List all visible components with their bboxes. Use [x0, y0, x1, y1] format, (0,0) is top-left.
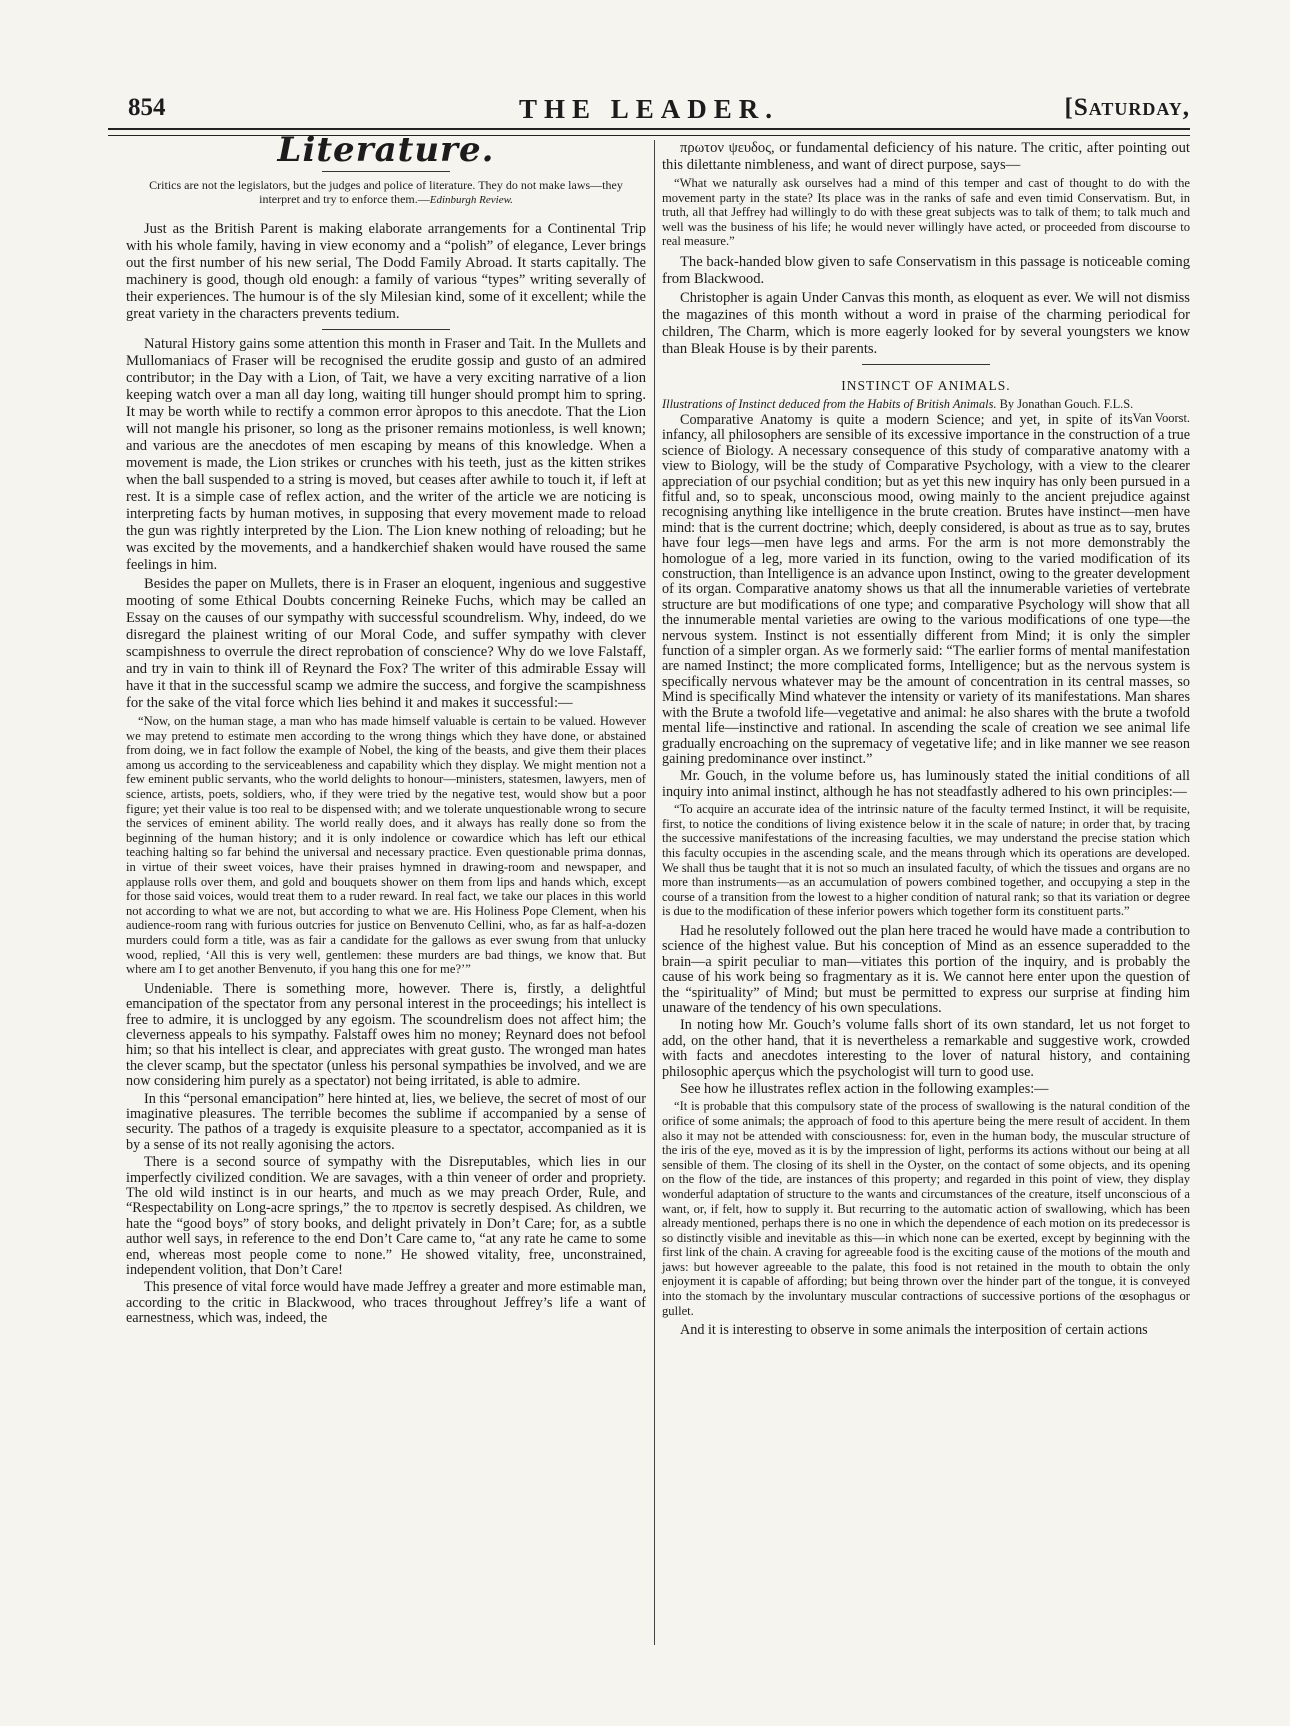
book-reference	[662, 396, 1190, 425]
paragraph-rule	[862, 364, 990, 365]
paragraph-jeffrey: This presence of vital force would have made Jeffrey a greater and more estimable man, according to the critic in Blackwood, who traces throughout Jeffrey’s life a want of earnestness, which was, indeed, the	[126, 1279, 646, 1327]
masthead	[108, 94, 1190, 126]
paragraph-comparative-anatomy: Comparative Anatomy is quite a modern Science; and yet, in spite of its infancy, all philosophers are sensible of its excessive importance in the construction of a true science of Biology. A necessary consequence of this study of comparative anatomy with a view to Biology, will be the study of Comparative Psychology, with a view to the clearer appreciation of our psychial condition; but as yet this new inquiry has only been pursued in a fitful and, so to speak, unconscious mood, owing mainly to the ancient prejudice against recognising anything like intelligence in the brute creation. Brutes have instinct—men have mind: that is the current doctrine; which, deeply considered, is about as true as to say, brutes have four legs—men have legs and arms. For the arm is not more demonstrably the homologue of a leg, more varied in its function, owing to the varied modification of its construction, than Intelligence is an advance upon Instinct, owing to the greater development of its organ. Comparative anatomy shows us that all the innumerable varieties of vertebrate structure are but modifications of one type; and comparative Psychology will show that all the innumerable mental varieties are owing to the various modifications of one type—the nervous system. Instinct is not essentially different from Mind; it is only the simpler function of a simpler organ. As we formerly said: “The earlier forms of mental manifestation are named Instinct; the more complicated forms, Intelligence; but as the nervous system is specifically nervous whatever may be the amount of concentration in its central masses, so Mind is specifically Mind whatever the intensity or variety of its manifestations. Man shares with the Brute a twofold life—vegetative and animal: he also shares with the brute a twofold mental life—instinctive and rational. In ascending the scale of creation we see animal life gradually encroaching on the supremacy of vegetative life; and in like manner we see reason gaining predominance over instinct.”	[662, 411, 1190, 767]
paragraph-disreputables: There is a second source of sympathy with the Disreputables, which lies in our imperfectly civilized condition. We are savages, with a thin veneer of order and propriety. The old wild instinct is in our hearts, and much as we may preach Order, Rule, and “Respectability on Long-acre springs,” the το πρεπον is secretly despised. As children, we hate the “good boys” of story books, and delight privately in Don’t Care; for, as a subtle author well says, in reference to the end Don’t Care came to, “at any rate he came to some end, whereas most people come to none.” He showed vitality, free, unconstrained, independent volition, that Don’t Care!	[126, 1154, 646, 1278]
paragraph-standard: In noting how Mr. Gouch’s volume falls short of its own standard, let us not forget to add, on the other hand, that it is nevertheless a remarkable and suggestive work, crowded with facts and anecdotes interesting to the lover of natural history, and containing philosophic aperçus which the psychologist will turn to good use.	[662, 1017, 1190, 1080]
paragraph-deficiency: πρωτον ψευδος, or fundamental deficiency of his nature. The critic, after pointing out this dilettante nimbleness, and want of direct purpose, says—	[662, 140, 1190, 173]
paragraph-christopher: Christopher is again Under Canvas this month, as eloquent as ever. We will not dismiss the magazines of this month without a word in praise of the charming periodical for children, The Charm, which is more eagerly looked for by several youngsters we know than Bleak House is by their parents.	[662, 289, 1190, 357]
left-column	[126, 130, 646, 1329]
quote-swallowing	[662, 1099, 1190, 1318]
paper-title: THE LEADER.	[518, 94, 780, 124]
right-column	[662, 140, 1190, 1341]
paragraph-emancipation: In this “personal emancipation” here hinted at, lies, we believe, the secret of most of our imaginative pleasures. The terrible becomes the sublime if accompanied by a sense of security. The pathos of a tragedy is exquisite pleasure to a spectator, accompanied as it is by a sense of its not really agonising the actors.	[126, 1090, 646, 1153]
epigraph-source: Edinburgh Review.	[429, 194, 513, 206]
book-title: Illustrations of Instinct deduced from the Habits of British Animals.	[662, 396, 997, 411]
paragraph-reflex: See how he illustrates reflex action in the following examples:—	[680, 1080, 1049, 1097]
review-title: INSTINCT OF ANIMALS.	[841, 377, 1011, 393]
section-heading: Literature.	[277, 130, 495, 170]
quote-text: “It is probable that this compulsory state of the process of swallowing is the natural condition of the orifice of some animals; the approach of food to this aperture being the mere result of accident. In them also it may not be attended with consciousness: for, even in the human body, the muscular structure of the iris of the eye, moved as it is by the impression of light, performs its actions without our being at all sensible of them. The closing of its shell in the Oyster, on the contact of some objects, and its opening on the flow of the tide, are instances of this property; and regarded in this point of view, they display wonderful adaptation of structure to the wants and circumstances of the creature, itself unconscious of a want, or, if felt, how to supply it. But recurring to the automatic action of swallowing, which has been already mentioned, perhaps there is no one in which the dependence of each motion on its predecessor is so distinctly visible and inevitable as this—in which none can be exerted, except by beginning with the first link of the chain. A craving for agreeable food is the exciting cause of the motions of the mouth and jaws: but however agreeable to the palate, this food is not retained in the mouth to obtain the only enjoyment it is capable of affording; but being thrown over the hinder part of the tongue, it is conveyed into the stomach by the involuntary muscular contractions of successive portions of the œsophagus or gullet.	[662, 1099, 1190, 1318]
masthead-rule	[108, 128, 1190, 136]
epigraph-text: Critics are not the legislators, but the judges and police of literature. They do not make laws—they interpret and try to enforce them.—	[149, 178, 623, 206]
quote-text: “Now, on the human stage, a man who has made himself valuable is certain to be valued. However we may pretend to estimate men according to the wrong things which they have done, or abstained from doing, we in fact follow the example of Nobel, the king of the beasts, and give them their places among us according to the serviceableness and capability which they display. We might mention not a few eminent public servants, who the world delights to honour—ministers, statesmen, lawyers, men of science, artists, poets, soldiers, who, if they were tried by the negative test, would show but a poor figure; yet their value is too real to be dispensed with; and we tolerate unquestionable wrong to secure the services of eminent ability. The world really does, and it always has really done so from the beginning of the human history; and it is only indolence or cowardice which has left our ethical teaching halting so far behind the universal and necessary practice. Even questionable prima donnas, in virtue of their sweet voices, have their praises hymned in drawing-room and newspaper, and applause rolls over them, and gold and bouquets shower on them from lips and hands which, except for those said voices, would treat them to a ruder reward. In real fact, we take our places in this world not according to what we are not, but according to what we are. His Holiness Pope Clement, when his audience-room rang with furious outcries for justice on Benvenuto Cellini, who, as far as half-a-dozen murders could form a title, was as fair a candidate for the gallows as ever swung from that unlucky wood, replied, ‘All this is very well, gentlemen: these murders are bad things, we know that. But where am I to get another Benvenuto, if you hang this one for me?’”	[126, 714, 646, 977]
paragraph-rule	[322, 329, 450, 330]
quote-text: “What we naturally ask ourselves had a mind of this temper and cast of thought to do with the movement party in the state? Its place was in the ranks of safe and even timid Conservatism. But, in truth, all that Jeffrey had willingly to do with these great subjects was to talk of them; to talk much and well was the business of his life; he would never willingly have acted, or proceeded from discourse to real measure.”	[662, 176, 1190, 249]
paragraph-interposition: And it is interesting to observe in some animals the interposition of certain actions	[680, 1322, 1148, 1339]
column-divider	[654, 140, 655, 1645]
quote-text: “To acquire an accurate idea of the intrinsic nature of the faculty termed Instinct, it will be requisite, first, to notice the conditions of living existence below it in the scale of nature; in order that, by tracing the successive manifestations of the increasing faculties, we may understand the precise station which this faculty occupies in the ascending scale, and the means through which its operations are developed. We shall thus be taught that it is not so much an insulated faculty, of which the tissues and organs are no more than instruments—as an accumulation of powers combined together, and occupying a step in the course of a transition from the lowest to a higher condition of natural rank; so that its variation or degree is due to the modification of these inferior powers which together form its constituent parts.”	[662, 802, 1190, 919]
quote-instinct	[662, 802, 1190, 919]
paragraph-conservatism: The back-handed blow given to safe Conservatism in this passage is noticeable coming from Blackwood.	[662, 253, 1190, 287]
epigraph	[146, 178, 626, 207]
issue-day: [Saturday,	[1064, 94, 1190, 121]
paragraph-natural-history: Natural History gains some attention this month in Fraser and Tait. In the Mullets and Mullomaniacs of Fraser will be recognised the erudite gossip and gusto of an admired contributor; in the Day with a Lion, of Tait, we have a very exciting narrative of a lion keeping watch over a man all day long, waiting till hunger should prompt him to spring. It may be worth while to rectify a common error àpropos to this anecdote. That the Lion will not mangle his prisoner, so long as the prisoner remains motionless, is well known; and various are the anecdotes of men escaping by means of this knowledge. When a movement is made, the Lion strikes or crunches with his teeth, just as the kitten strikes when the ball suspended to a string is moved, but ceases after awhile to touch it, if left at rest. It is a simple case of reflex action, and the writer of the article we are noticing is interpreting facts by human motives, in supposing that every movement made to reload the gun was rightly interpreted by the Lion. The Lion knew nothing of reloading; but he was excited by the movements, and a handkerchief shaken would have roused the same feelings in him.	[126, 336, 646, 573]
book-publisher: Van Voorst.	[1132, 410, 1190, 425]
paragraph-lever: Just as the British Parent is making elaborate arrangements for a Continental Trip with his whole family, having in view economy and a “polish” of elegance, Lever brings out the first number of his new serial, The Dodd Family Abroad. It starts capitally. The machinery is good, though old enough: a family of various “types” writing severally of their experiences. The humour is of the sly Milesian kind, some of it excellent; while the great variety in the characters prevents tedium.	[126, 221, 646, 322]
quote-human-stage	[126, 714, 646, 977]
book-author: By Jonathan Gouch. F.L.S.	[999, 396, 1134, 411]
heading-rule	[322, 171, 450, 172]
quote-jeffrey	[662, 176, 1190, 249]
paragraph-plan: Had he resolutely followed out the plan here traced he would have made a contribution to science of the highest value. But his conception of Mind as an essence superadded to the brain—a spirit peculiar to man—vitiates this portion of the inquiry, and is probably the cause of his work being so fragmentary as it is. We cannot here enter upon the question of the “spirituality” of Mind; but must be permitted to express our surprise at finding him unaware of the tendency of his own speculations.	[662, 922, 1190, 1016]
page-number: 854	[128, 94, 166, 121]
paragraph-gouch: Mr. Gouch, in the volume before us, has luminously stated the initial conditions of all inquiry into animal instinct, although he has not steadfastly adhered to his own principles:—	[662, 768, 1190, 800]
paragraph-undeniable: Undeniable. There is something more, however. There is, firstly, a delightful emancipation of the spectator from any personal interest in the proceedings; his intellect is free to admire, it is unclogged by any egoism. The scoundrelism does not affect him; the cleverness appeals to his sympathy. Falstaff owes him no money; Reynard does not befool him; so that his intellect is clear, and appreciates with great gusto. The wronged man hates the clever scamp, but the spectator (unless his personal sympathies be involved, and we are now considering him purely as a spectator) not being irritated, is able to admire.	[126, 980, 646, 1090]
paragraph-fraser: Besides the paper on Mullets, there is in Fraser an eloquent, ingenious and suggestive mooting of some Ethical Doubts concerning Reineke Fuchs, which may be called an Essay on the causes of our sympathy with successful scoundrelism. Why, indeed, do we disregard the plainest writing of our Moral Code, and suffer sympathy with clever scampishness to overrule the direct reprobation of conscience? Why do we love Falstaff, and try in vain to think ill of Reynard the Fox? The writer of this admirable Essay will have it that in the successful scamp we admire the success, and forgive the scampishness for the sake of the vital force which lies behind it and makes it successful:—	[126, 576, 646, 711]
